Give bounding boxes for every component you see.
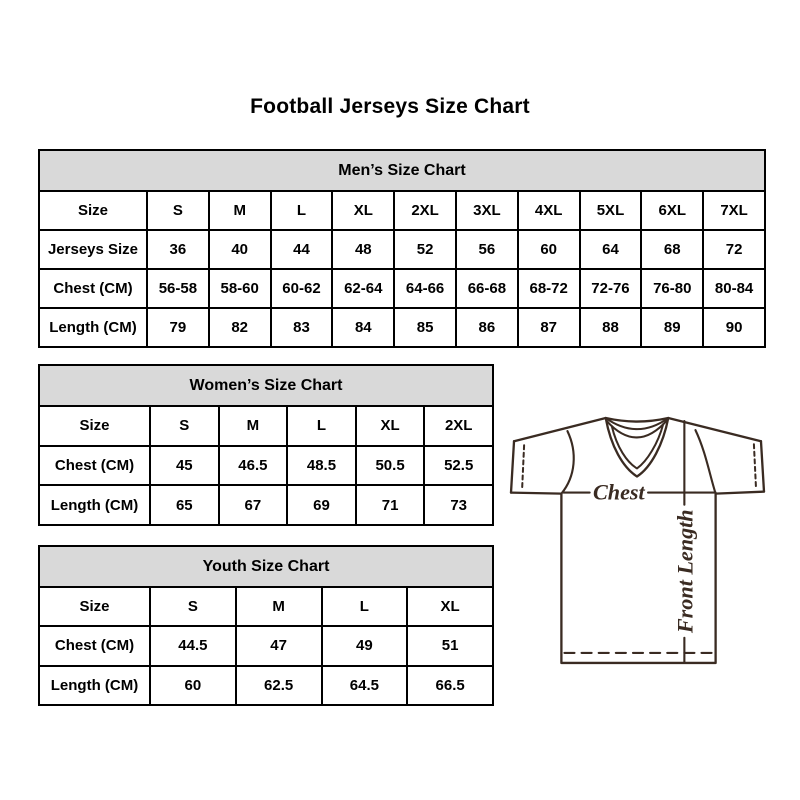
size-value-cell: 64 [580, 230, 642, 269]
left-cuff-seam-dashed [522, 445, 524, 489]
size-value-cell: XL [332, 191, 394, 230]
youth-size-table [38, 545, 494, 706]
size-value-cell: 40 [209, 230, 271, 269]
youth-table-body [39, 587, 493, 705]
size-value-cell: 44.5 [150, 626, 236, 665]
size-value-cell: 5XL [580, 191, 642, 230]
size-value-cell: XL [356, 406, 425, 446]
size-value-cell: 45 [150, 446, 219, 486]
size-value-cell: 48 [332, 230, 394, 269]
jersey-diagram [506, 414, 770, 668]
size-value-cell: 48.5 [287, 446, 356, 486]
row-label: Length (CM) [39, 485, 150, 525]
page-title: Football Jerseys Size Chart [250, 95, 530, 118]
size-value-cell: 64.5 [322, 666, 408, 705]
size-value-cell: 2XL [394, 191, 456, 230]
size-value-cell: 80-84 [703, 269, 765, 308]
table-row [39, 626, 493, 665]
size-value-cell: S [150, 587, 236, 626]
womens-table-body [39, 406, 493, 525]
size-value-cell: 79 [147, 308, 209, 347]
left-shoulder-line [514, 418, 606, 441]
size-value-cell: 89 [641, 308, 703, 347]
size-value-cell: 87 [518, 308, 580, 347]
size-value-cell: 82 [209, 308, 271, 347]
mens-table-title: Men’s Size Chart [39, 150, 765, 191]
right-shoulder-line [668, 418, 761, 441]
size-value-cell: 58-60 [209, 269, 271, 308]
size-value-cell: 56-58 [147, 269, 209, 308]
row-label: Chest (CM) [39, 626, 150, 665]
size-value-cell: 86 [456, 308, 518, 347]
size-value-cell: 85 [394, 308, 456, 347]
size-value-cell: L [287, 406, 356, 446]
size-value-cell: 6XL [641, 191, 703, 230]
size-value-cell: 49 [322, 626, 408, 665]
size-value-cell: 51 [407, 626, 493, 665]
row-label: Chest (CM) [39, 446, 150, 486]
size-value-cell: 66.5 [407, 666, 493, 705]
table-row [39, 485, 493, 525]
size-value-cell: S [147, 191, 209, 230]
table-row [39, 269, 765, 308]
table-row [39, 446, 493, 486]
size-value-cell: 2XL [424, 406, 493, 446]
chest-label: Chest [592, 479, 645, 505]
table-row [39, 406, 493, 446]
right-cuff-seam-dashed [754, 444, 756, 486]
mens-size-table [38, 149, 766, 348]
size-value-cell: XL [407, 587, 493, 626]
table-header-row [39, 546, 493, 587]
size-value-cell: S [150, 406, 219, 446]
size-value-cell: 84 [332, 308, 394, 347]
row-label: Chest (CM) [39, 269, 147, 308]
size-value-cell: M [236, 587, 322, 626]
size-value-cell: 73 [424, 485, 493, 525]
size-value-cell: 47 [236, 626, 322, 665]
row-label: Length (CM) [39, 666, 150, 705]
size-value-cell: 72-76 [580, 269, 642, 308]
size-value-cell: 69 [287, 485, 356, 525]
front-length-label: Front Length [672, 509, 698, 634]
left-sleeve-bottom-edge [511, 493, 561, 494]
size-value-cell: 60-62 [271, 269, 333, 308]
row-label: Jerseys Size [39, 230, 147, 269]
right-armhole-curve [695, 430, 715, 494]
table-row [39, 191, 765, 230]
table-header-row [39, 150, 765, 191]
size-value-cell: 76-80 [641, 269, 703, 308]
size-value-cell: 62-64 [332, 269, 394, 308]
size-value-cell: 60 [150, 666, 236, 705]
size-value-cell: M [209, 191, 271, 230]
table-row [39, 587, 493, 626]
size-value-cell: 46.5 [219, 446, 288, 486]
size-value-cell: 72 [703, 230, 765, 269]
row-label: Size [39, 191, 147, 230]
size-value-cell: 66-68 [456, 269, 518, 308]
left-armhole-curve [561, 431, 573, 493]
size-value-cell: M [219, 406, 288, 446]
size-value-cell: 56 [456, 230, 518, 269]
mens-table-body [39, 191, 765, 347]
womens-table-title: Women’s Size Chart [39, 365, 493, 406]
size-value-cell: 7XL [703, 191, 765, 230]
right-sleeve-bottom-edge [716, 492, 764, 494]
table-row [39, 308, 765, 347]
size-value-cell: 50.5 [356, 446, 425, 486]
table-row [39, 230, 765, 269]
size-value-cell: L [322, 587, 408, 626]
row-label: Size [39, 406, 150, 446]
size-value-cell: 71 [356, 485, 425, 525]
size-value-cell: 68 [641, 230, 703, 269]
youth-table-title: Youth Size Chart [39, 546, 493, 587]
size-value-cell: 4XL [518, 191, 580, 230]
size-value-cell: 3XL [456, 191, 518, 230]
size-value-cell: 65 [150, 485, 219, 525]
size-value-cell: 88 [580, 308, 642, 347]
size-value-cell: 52 [394, 230, 456, 269]
left-sleeve-cuff-edge [511, 441, 514, 492]
size-value-cell: 83 [271, 308, 333, 347]
row-label: Length (CM) [39, 308, 147, 347]
right-sleeve-cuff-edge [761, 441, 764, 491]
size-value-cell: 52.5 [424, 446, 493, 486]
row-label: Size [39, 587, 150, 626]
size-value-cell: 67 [219, 485, 288, 525]
size-value-cell: 68-72 [518, 269, 580, 308]
size-value-cell: 36 [147, 230, 209, 269]
collar-top-edge [606, 418, 668, 422]
size-value-cell: 90 [703, 308, 765, 347]
table-header-row [39, 365, 493, 406]
size-value-cell: 60 [518, 230, 580, 269]
size-value-cell: 62.5 [236, 666, 322, 705]
table-row [39, 666, 493, 705]
size-value-cell: 44 [271, 230, 333, 269]
size-value-cell: L [271, 191, 333, 230]
size-value-cell: 64-66 [394, 269, 456, 308]
womens-size-table [38, 364, 494, 526]
